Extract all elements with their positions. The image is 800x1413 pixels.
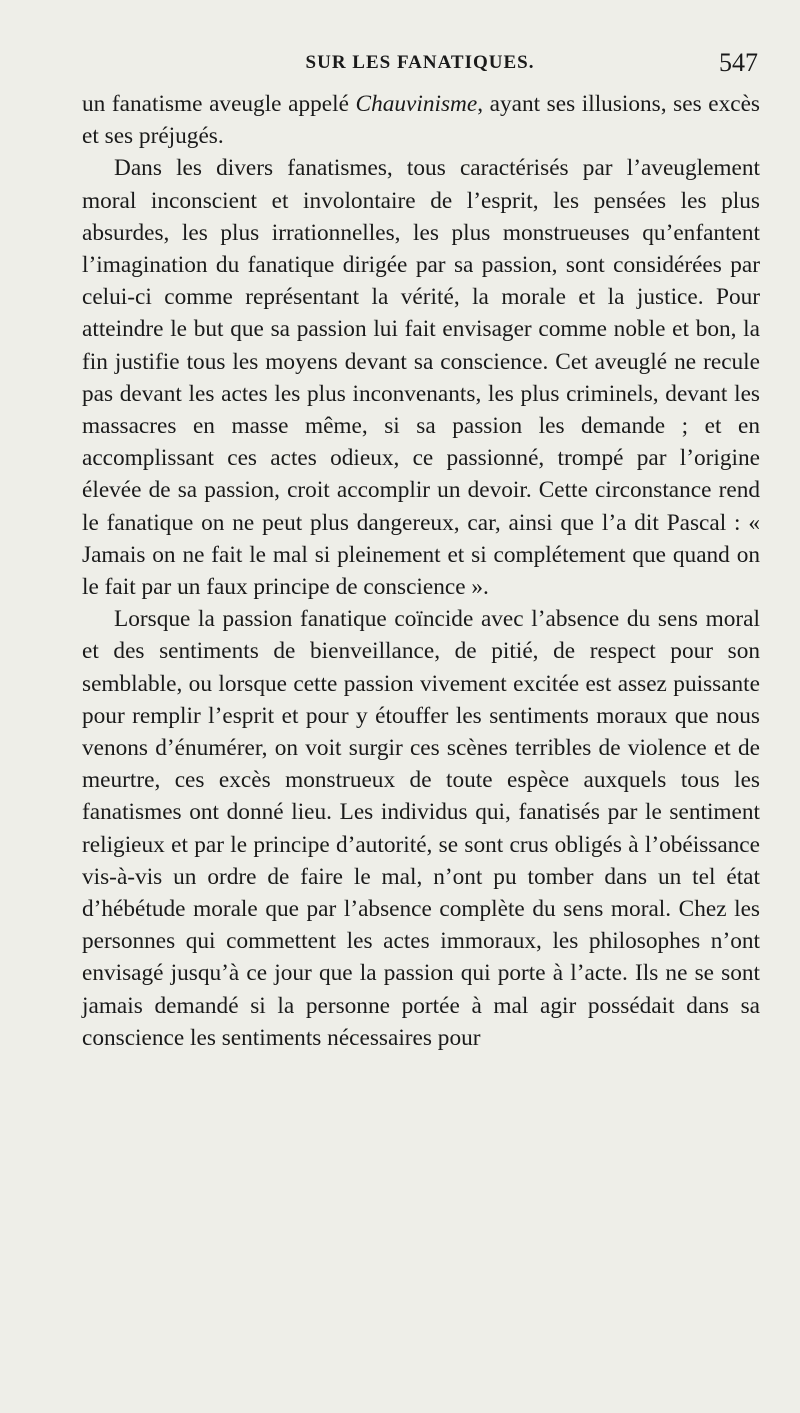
paragraph-1	[82, 88, 760, 152]
body-text	[82, 88, 760, 1054]
paragraph-2: Dans les divers fanatismes, tous caractérisés par l’aveuglement moral inconscient et involontaire de l’esprit, les pensées les plus absurdes, les plus irrationnelles, les plus monstrueuses qu’enfantent l’imagination du fanatique dirigée par sa passion, sont considérées par celui-ci comme représentant la vérité, la morale et la justice. Pour atteindre le but que sa passion lui fait envisager comme noble et bon, la fin justifie tous les moyens devant sa conscience. Cet aveuglé ne recule pas devant les actes les plus inconvenants, les plus criminels, devant les massacres en masse même, si sa passion les demande ; et en accomplissant ces actes odieux, ce passionné, trompé par l’origine élevée de sa passion, croit accomplir un devoir. Cette circonstance rend le fanatique on ne peut plus dangereux, car, ainsi que l’a dit Pascal : « Jamais on ne fait le mal si pleinement et si complétement que quand on le fait par un faux principe de conscience ».	[82, 155, 760, 601]
running-head: SUR LES FANATIQUES.	[305, 52, 535, 73]
paragraph-3: Lorsque la passion fanatique coïncide avec l’absence du sens moral et des sentiments de bienveillance, de pitié, de respect pour son semblable, ou lorsque cette passion vivement excitée est assez puissante pour remplir l’esprit et pour y étouffer les sentiments moraux que nous venons d’énumérer, on voit surgir ces scènes terribles de violence et de meurtre, ces excès monstrueux de toute espèce auxquels tous les fanatismes ont donné lieu. Les individus qui, fanatisés par le sentiment religieux et par le principe d’autorité, se sont crus obligés à l’obéissance vis-à-vis un ordre de faire le mal, n’ont pu tomber dans un tel état d’hébétude morale que par l’absence complète du sens moral. Chez les personnes qui commettent les actes immoraux, les philosophes n’ont envisagé jusqu’à ce jour que la passion qui porte à l’acte. Ils ne se sont jamais demandé si la personne portée à mal agir possédait dans sa conscience les sentiments nécessaires pour	[82, 606, 760, 1051]
paragraph-1-start: un fanatisme aveugle appelé	[82, 91, 356, 117]
page-header	[82, 48, 758, 86]
emphasis-chauvinisme: Chauvinisme	[355, 91, 478, 117]
paragraph-1-end: , ayant ses illusions, ses excès et ses préjugés.	[82, 91, 760, 150]
page-number: 547	[719, 48, 758, 77]
